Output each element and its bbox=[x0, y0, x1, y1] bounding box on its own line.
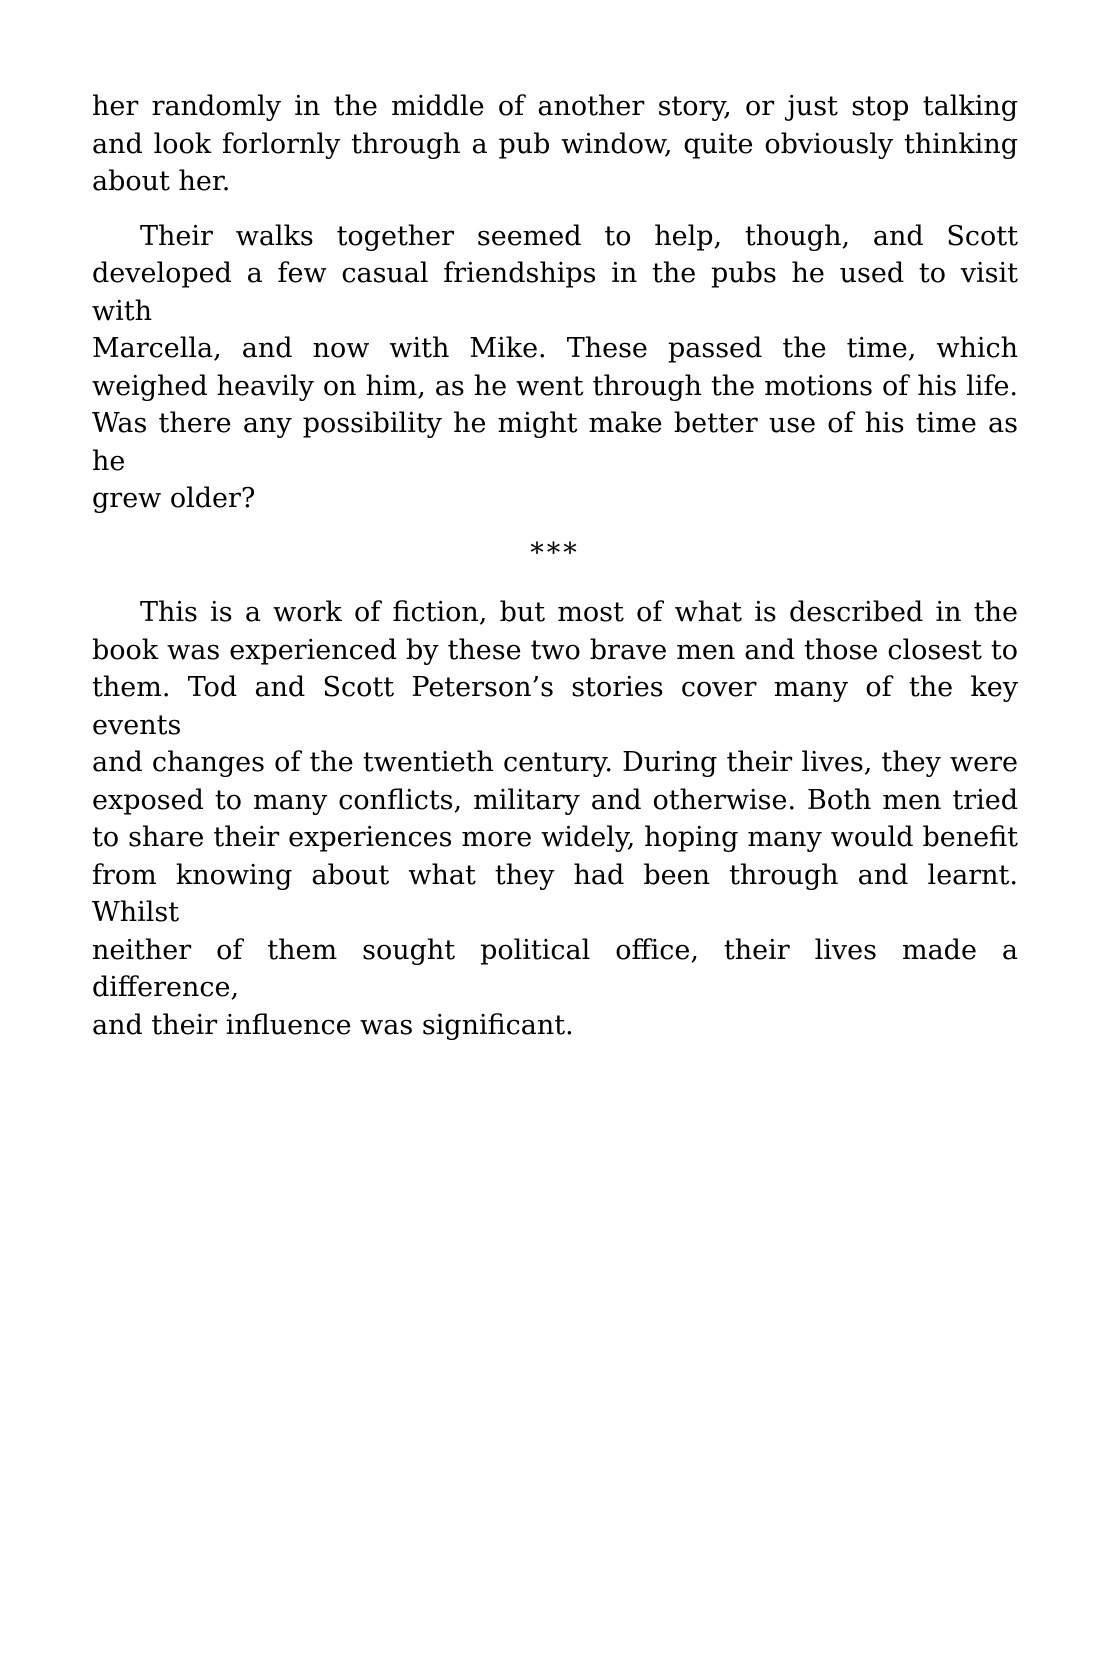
section-separator: *** bbox=[530, 537, 580, 569]
text-line: and their influence was significant. bbox=[92, 1009, 574, 1041]
text-line: developed a few casual friendships in the pubs he used to visit with bbox=[92, 258, 1018, 327]
text-line: about her. bbox=[92, 166, 231, 197]
text-line: grew older? bbox=[92, 483, 256, 514]
text-line: Was there any possibility he might make better use of his time as he bbox=[92, 408, 1018, 477]
text-line: exposed to many conflicts, military and otherwise. Both men tried bbox=[92, 784, 1018, 816]
text-line: book was experienced by these two brave men and those closest to bbox=[92, 634, 1018, 666]
text-line: them. Tod and Scott Peterson’s stories cover many of the key events bbox=[92, 672, 1018, 741]
text-line: and look forlornly through a pub window, quite obviously thinking bbox=[92, 128, 1018, 160]
text-line: neither of them sought political office, their lives made a difference, bbox=[92, 934, 1018, 1003]
text-line: weighed heavily on him, as he went through the motions of his life. bbox=[92, 370, 1018, 402]
text-line: and changes of the twentieth century. During their lives, they were bbox=[92, 747, 1018, 778]
page-body bbox=[92, 88, 1018, 1061]
text-line: Their walks together seemed to help, though, and Scott bbox=[140, 220, 1018, 252]
text-line: This is a work of fiction, but most of what is described in the bbox=[140, 597, 1018, 628]
paragraph bbox=[92, 88, 1018, 201]
text-line: from knowing about what they had been through and learnt. Whilst bbox=[92, 859, 1018, 928]
paragraph bbox=[92, 218, 1018, 518]
text-line: Marcella, and now with Mike. These passed the time, which bbox=[92, 333, 1018, 364]
text-line: to share their experiences more widely, hoping many would benefit bbox=[92, 822, 1018, 853]
paragraph bbox=[92, 594, 1018, 1044]
text-line: her randomly in the middle of another story, or just stop talking bbox=[92, 91, 1018, 122]
